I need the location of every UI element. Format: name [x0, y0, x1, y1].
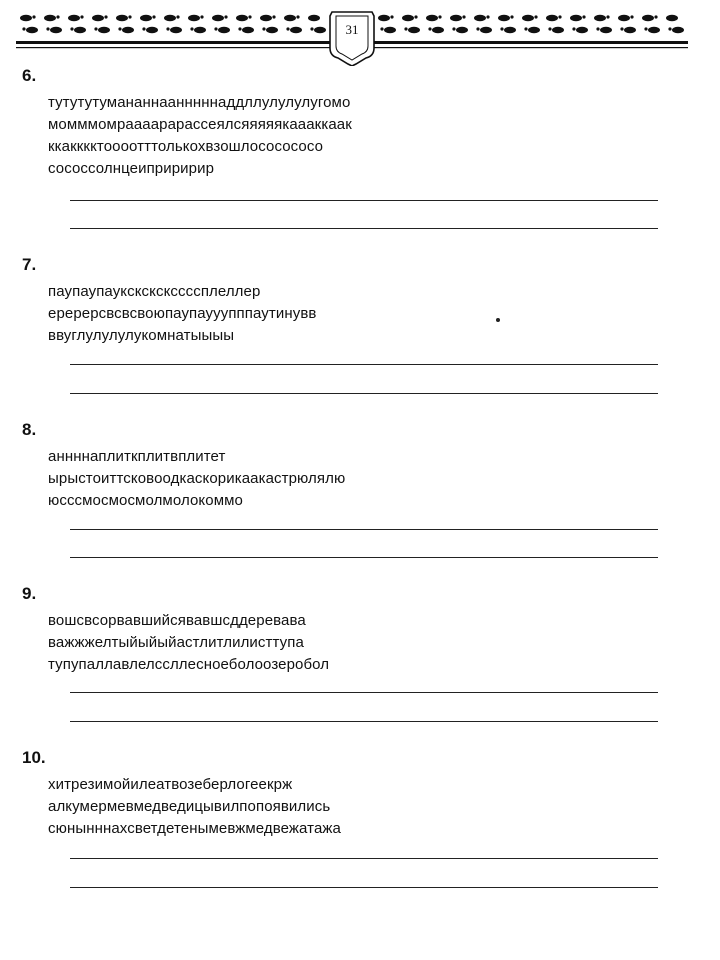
exercise-number: 7.	[22, 255, 37, 274]
answer-line[interactable]	[70, 692, 658, 693]
letter-chain-line: важжжелтыйыйыйастлитлилисттупа	[48, 634, 304, 651]
letter-chain-list	[48, 281, 662, 347]
page-number-badge-icon	[330, 12, 374, 66]
letter-chain-list	[48, 446, 662, 512]
letter-chain-line: аннннаплиткплитвплитет	[48, 448, 226, 465]
letter-chain-line: тутутутумананнаанннннаддллулулулугомо	[48, 94, 351, 111]
exercise-number: 8.	[22, 420, 37, 439]
letter-chain-line: момммомраааарарассеялсяяяяякаааккаак	[48, 116, 352, 133]
answer-line[interactable]	[70, 393, 658, 394]
letter-chain-line: еререрсвсвсвоюпаупаууупппаутинувв	[48, 305, 317, 322]
exercise-number: 6.	[22, 66, 37, 85]
letter-chain-line: сососсолнцеиприририр	[48, 160, 215, 177]
letter-chain-line: сюнынннахсветдетенымевжмедвежатажа	[48, 820, 341, 837]
exercise-6	[22, 66, 662, 180]
letter-chain-line: паупаупаукскскскссссплеллер	[48, 283, 261, 300]
exercise-9	[22, 584, 662, 676]
answer-line[interactable]	[70, 529, 658, 530]
letter-chain-line: алкумермевмедведицывилпопоявились	[48, 798, 331, 815]
exercise-number: 9.	[22, 584, 37, 603]
letter-chain-line: хитрезимойилеатвозеберлогеекрж	[48, 776, 293, 793]
answer-line[interactable]	[70, 364, 658, 365]
print-speck	[496, 318, 500, 322]
letter-chain-line: вошсвсорвавшийсявавшсддеревава	[48, 612, 306, 629]
letter-chain-line: ввуглулулулукомнатыыыы	[48, 327, 235, 344]
answer-line[interactable]	[70, 200, 658, 201]
exercise-7	[22, 255, 662, 347]
answer-line[interactable]	[70, 228, 658, 229]
letter-chain-list	[48, 92, 662, 180]
answer-line[interactable]	[70, 721, 658, 722]
exercise-10	[22, 748, 662, 840]
letter-chain-line: тупупаллавлелсcллесноеболоозеробол	[48, 656, 330, 673]
exercise-8	[22, 420, 662, 512]
page-header-ornament	[16, 8, 688, 66]
letter-chain-line: ырыстоиттсковоодкаскорикаакастрюлялю	[48, 470, 346, 487]
answer-line[interactable]	[70, 887, 658, 888]
letter-chain-list	[48, 774, 662, 840]
answer-line[interactable]	[70, 858, 658, 859]
exercise-number: 10.	[22, 748, 46, 767]
letter-chain-list	[48, 610, 662, 676]
answer-line[interactable]	[70, 557, 658, 558]
letter-chain-line: юсссмосмосмолмолокоммо	[48, 492, 243, 509]
letter-chain-line: ккакккктоооотттолькохвзошлососососо	[48, 138, 324, 155]
page-number: 31	[345, 22, 359, 37]
